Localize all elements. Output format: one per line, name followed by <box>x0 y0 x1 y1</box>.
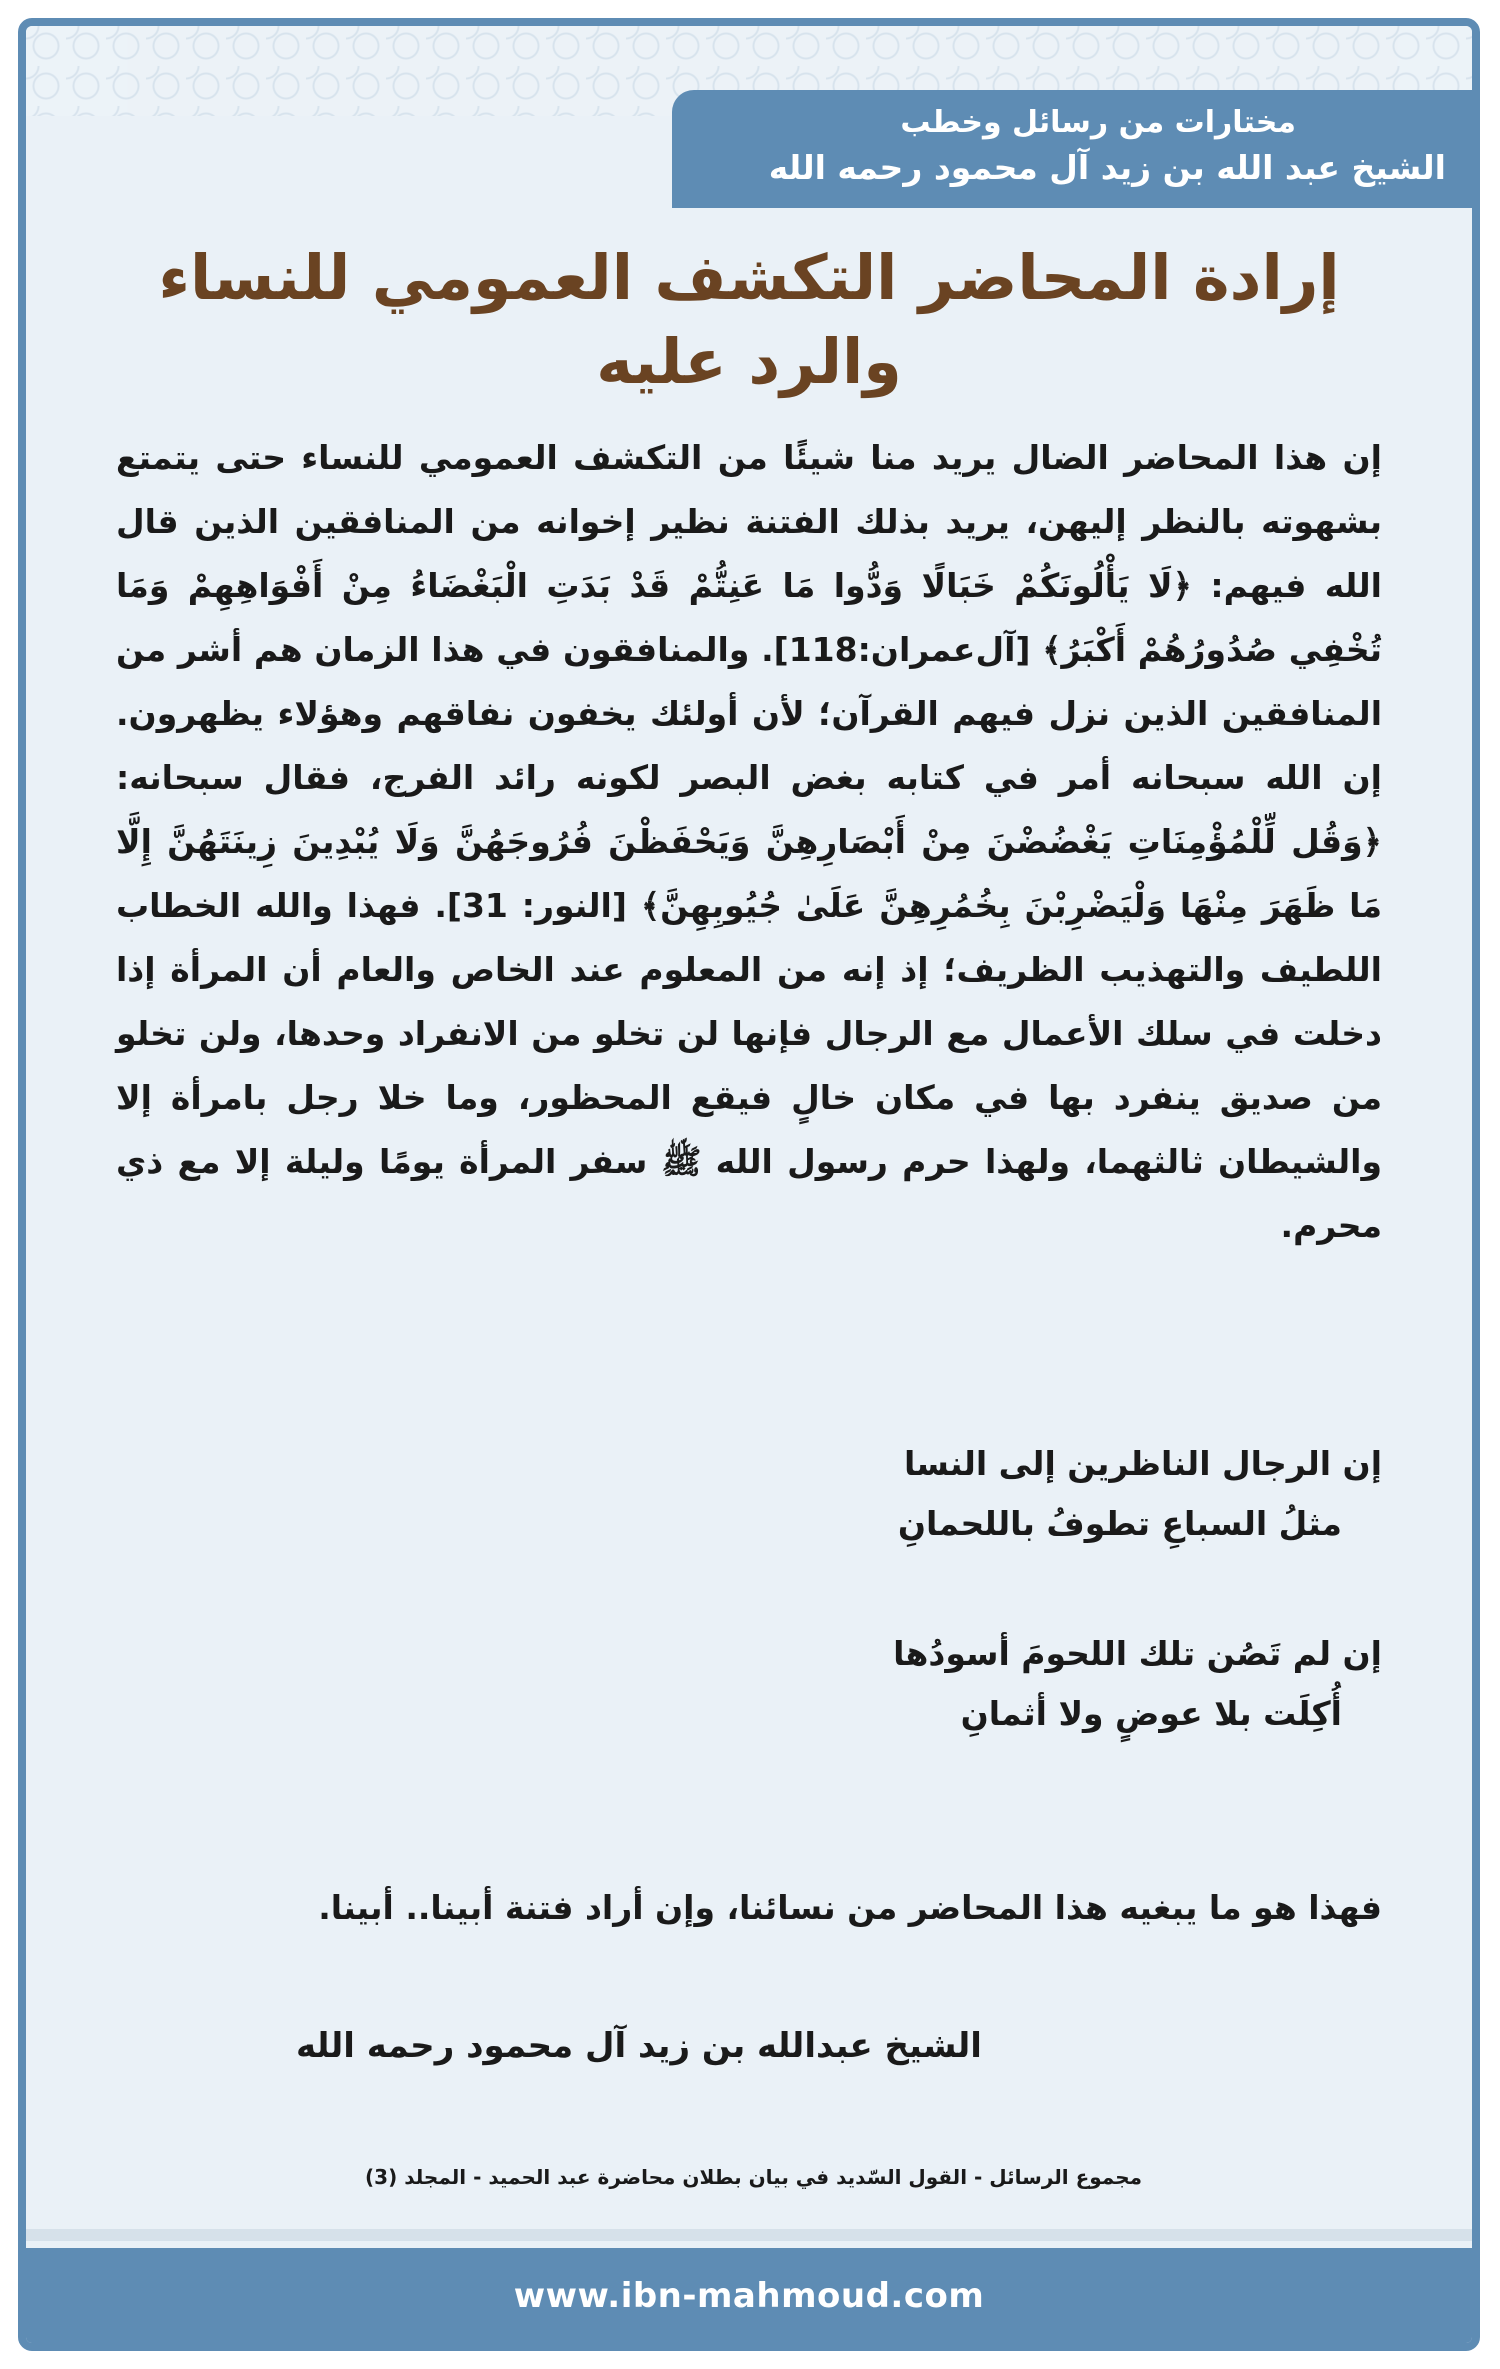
website-link[interactable]: www.ibn-mahmoud.com <box>513 2275 985 2316</box>
source-citation: مجموع الرسائل - القول السّديد في بيان بطلان محاضرة عبد الحميد - المجلد (3) <box>365 2165 1142 2189</box>
series-header <box>672 90 1472 208</box>
poem-verse-1-second-half: مثلُ السباعِ تطوفُ باللحمانِ <box>897 1504 1342 1543</box>
footer-divider <box>26 2229 1472 2241</box>
article-title: إرادة المحاضر التكشف العمومي للنساء والرد عليه <box>158 241 1340 398</box>
footer <box>26 2248 1472 2343</box>
poem-verse-2-second-half: أُكِلَت بلا عوضٍ ولا أثمانِ <box>960 1694 1342 1733</box>
signature: الشيخ عبدالله بن زيد آل محمود رحمه الله <box>296 2026 982 2066</box>
author-name: الشيخ عبد الله بن زيد آل محمود رحمه الله <box>768 148 1446 187</box>
closing-paragraph: فهذا هو ما يبغيه هذا المحاضر من نسائنا، وإن أراد فتنة أبينا.. أبينا. <box>318 1888 1382 1927</box>
series-title: مختارات من رسائل وخطب <box>900 105 1296 140</box>
poem-verse-1-first-half: إن الرجال الناظرين إلى النسا <box>904 1444 1382 1483</box>
article-body: إن هذا المحاضر الضال يريد منا شيئًا من التكشف العمومي للنساء حتى يتمتع بشهوته بالنظر إليهن، يريد بذلك الفتنة نظير إخوانه من المنافقين الذين قال الله فيهم: ﴿لَا يَأْلُونَكُمْ خَبَالًا وَدُّوا مَا عَنِتُّمْ قَدْ بَدَتِ الْبَغْضَاءُ مِنْ أَفْوَاهِهِمْ وَمَا تُخْفِي صُدُورُهُمْ أَكْبَرُ﴾ [آل‌عمران:118]. والمنافقون في هذا الزمان هم أشر من المنافقين الذين نزل فيهم القرآن؛ لأن أولئك يخفون نفاقهم وهؤلاء يظهرون. إن الله سبحانه أمر في كتابه بغض البصر لكونه رائد الفرج، فقال سبحانه: ﴿وَقُل لِّلْمُؤْمِنَاتِ يَغْضُضْنَ مِنْ أَبْصَارِهِنَّ وَيَحْفَظْنَ فُرُوجَهُنَّ وَلَا يُبْدِينَ زِينَتَهُنَّ إِلَّا مَا ظَهَرَ مِنْهَا وَلْيَضْرِبْنَ بِخُمُرِهِنَّ عَلَىٰ جُيُوبِهِنَّ﴾ [النور: 31]. فهذا والله الخطاب اللطيف والتهذيب الظريف؛ إذ إنه من المعلوم عند الخاص والعام أن المرأة إذا دخلت في سلك الأعمال مع الرجال فإنها لن تخلو من الانفراد وحدها، ولن تخلو من صديق ينفرد بها في مكان خالٍ فيقع المحظور، وما خلا رجل بامرأة إلا والشيطان ثالثهما، ولهذا حرم رسول الله ﷺ سفر المرأة يومًا وليلة إلا مع ذي محرم. <box>116 438 1383 1245</box>
poem-verse-2-first-half: إن لم تَصُن تلك اللحومَ أسودُها <box>893 1634 1382 1673</box>
poem <box>782 1434 1382 1744</box>
document-page <box>18 18 1480 2351</box>
